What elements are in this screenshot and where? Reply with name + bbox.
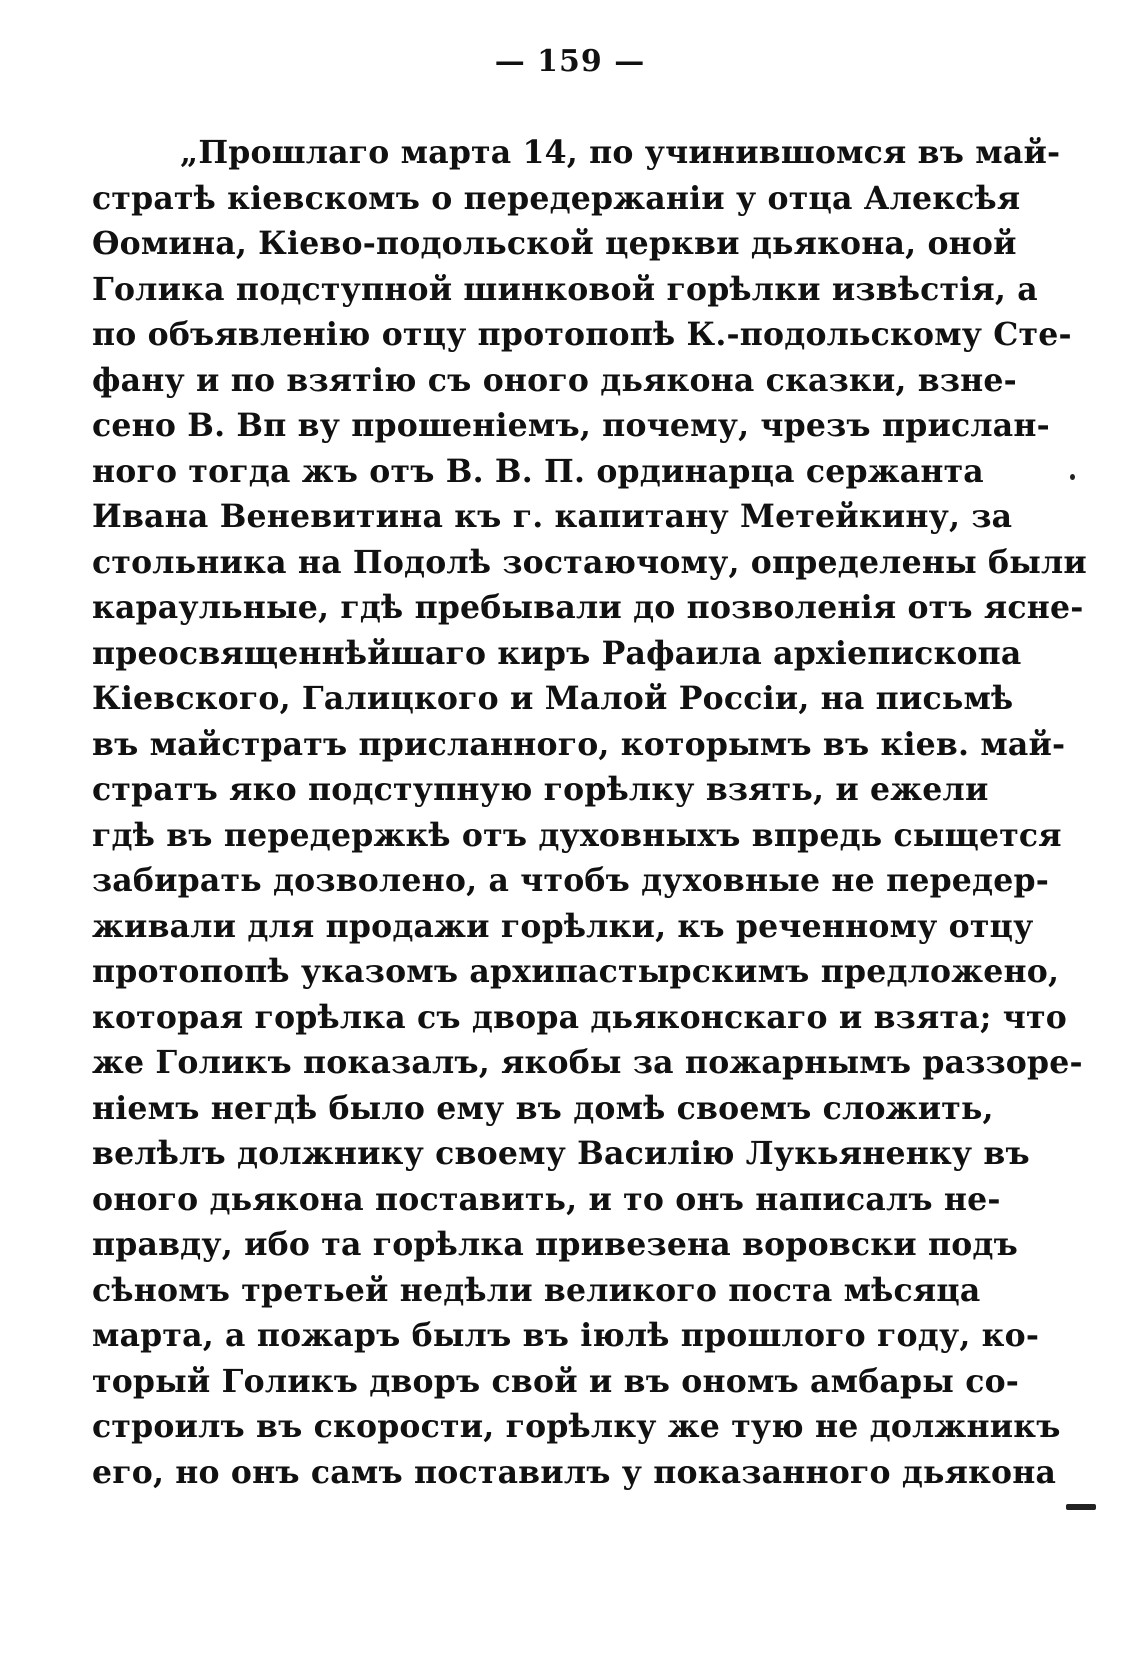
text-line: караульные, гдѣ пребывали до позволенія отъ ясне- (92, 589, 1084, 626)
text-line: по объявленію отцу протопопѣ К.-подольскому Сте- (92, 316, 1072, 353)
text-line: строилъ въ скорости, горѣлку же тую не должникъ (92, 1408, 1061, 1445)
text-line: торый Голикъ дворъ свой и въ ономъ амбары со- (92, 1362, 1020, 1400)
text-line: стольника на Подолѣ зостаючому, определены были (92, 543, 1087, 581)
ink-mark (1066, 1504, 1096, 1510)
text-line: Ѳомина, Кіево-подольской церкви дьякона, оной (92, 225, 1017, 262)
text-line: стратъ яко подступную горѣлку взять, и ежели (92, 771, 989, 808)
text-line: стратѣ кіевскомъ о передержаніи у отца Алексѣя (92, 179, 1021, 217)
text-line: протопопѣ указомъ архипастырскимъ предложено, (92, 953, 1060, 990)
page-number: — 159 — (494, 44, 646, 79)
text-line: оного дьякона поставить, и то онъ написалъ не- (92, 1180, 1001, 1218)
text-line: которая горѣлка съ двора дьяконскаго и взята; что (92, 998, 1067, 1036)
text-line: Ивана Веневитина къ г. капитану Метейкину, за (92, 498, 1013, 535)
text-line: „Прошлаго марта 14, по учинившомся въ май- (180, 134, 1061, 171)
ink-speck (1070, 474, 1075, 480)
text-line: Голика подступной шинковой горѣлки извѣстія, а (92, 270, 1038, 308)
body-text (92, 130, 1087, 1495)
text-line: велѣлъ должнику своему Василію Лукьяненку въ (92, 1135, 1030, 1172)
text-line: же Голикъ показалъ, якобы за пожарнымъ раззоре- (92, 1044, 1083, 1081)
text-line: преосвященнѣйшаго киръ Рафаила архіепископа (92, 634, 1022, 672)
text-line: ніемъ негдѣ было ему въ домѣ своемъ сложить, (92, 1089, 994, 1127)
text-line: сено В. Вп ву прошеніемъ, почему, чрезъ прислан- (92, 407, 1050, 444)
text-line: Кіевского, Галицкого и Малой Россіи, на письмѣ (92, 680, 1014, 717)
text-line: живали для продажи горѣлки, къ реченному отцу (92, 907, 1034, 945)
text-line: фану и по взятію съ оного дьякона сказки, взне- (92, 361, 1017, 399)
text-line: правду, ибо та горѣлка привезена воровски подъ (92, 1226, 1018, 1263)
text-line: въ майстратъ присланного, которымъ въ кіев. май- (92, 725, 1066, 763)
text-line: марта, а пожаръ былъ въ іюлѣ прошлого году, ко- (92, 1317, 1040, 1354)
text-line: ного тогда жъ отъ В. В. П. ординарца сержанта (92, 452, 984, 490)
text-line: гдѣ въ передержкѣ отъ духовныхъ впредь сыщется (92, 816, 1062, 854)
text-line: забирать дозволено, а чтобъ духовные не передер- (92, 862, 1049, 899)
text-line: его, но онъ самъ поставилъ у показанного дьякона (92, 1453, 1057, 1491)
text-line: сѣномъ третьей недѣли великого поста мѣсяца (92, 1271, 981, 1309)
